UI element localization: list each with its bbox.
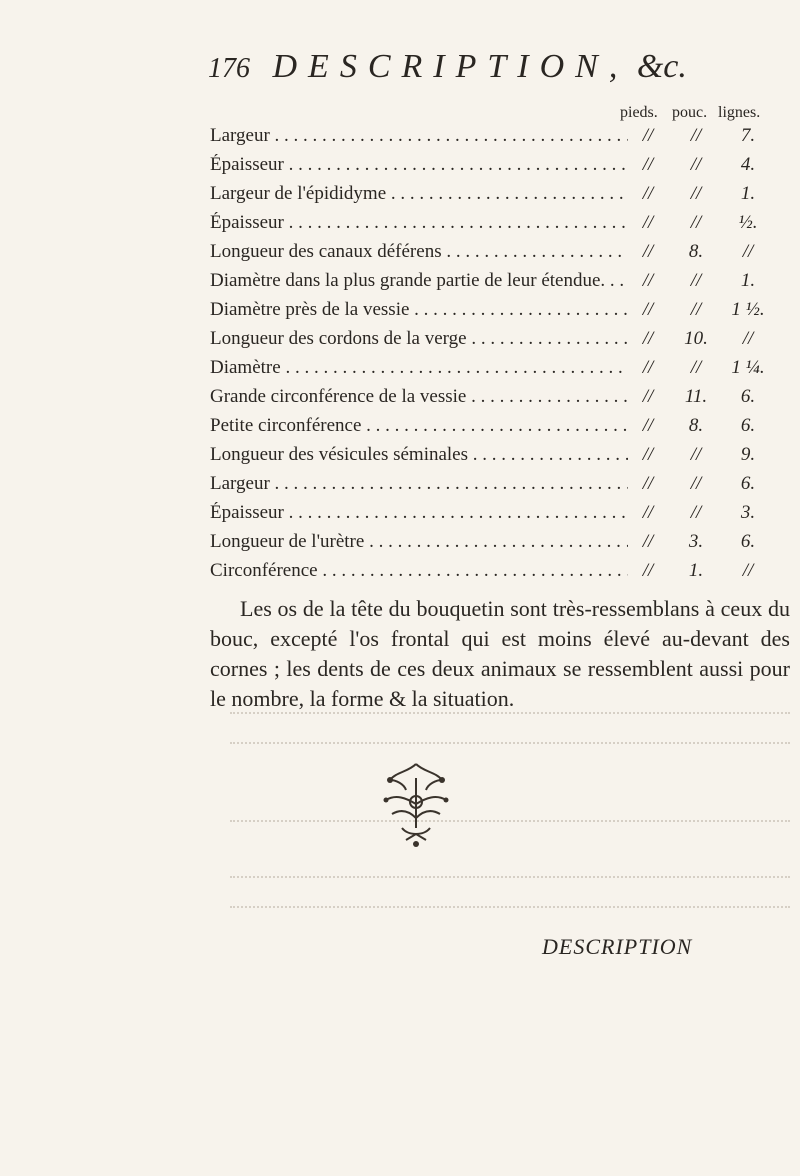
table-row xyxy=(210,473,790,503)
table-row xyxy=(210,183,790,213)
cell-pouces: 8. xyxy=(688,415,704,436)
table-row xyxy=(210,560,790,590)
cell-pouces: // xyxy=(690,125,702,146)
cell-pouces: // xyxy=(690,357,702,378)
fleuron-ornament-icon xyxy=(366,758,466,850)
cell-pieds: // xyxy=(642,299,654,320)
cell-pieds: // xyxy=(642,531,654,552)
cell-pieds: // xyxy=(642,560,654,581)
show-through-dots xyxy=(230,712,790,720)
cell-pouces: // xyxy=(690,270,702,291)
row-label: Longueur des vésicules séminales . . . xyxy=(210,444,628,466)
row-label: Circonférence . . . xyxy=(210,560,628,582)
table-row xyxy=(210,444,790,474)
row-label: Longueur des cordons de la verge . . . xyxy=(210,328,628,350)
cell-lignes: 6. xyxy=(740,473,756,494)
running-title: DESCRIPTION, xyxy=(272,48,629,85)
body-paragraph: Les os de la tête du bouquetin sont très-ressemblans à ceux du bouc, excepté l'os frontal qui est moins élevé au-devant des cornes ; les dents de ces deux animaux se ressemblent aussi pour le nombre, la forme & la situation. xyxy=(210,596,790,711)
cell-pieds: // xyxy=(642,125,654,146)
column-header-lignes: lignes. xyxy=(718,104,761,121)
page-number: 176 xyxy=(208,53,250,84)
cell-pouces: // xyxy=(690,183,702,204)
table-row xyxy=(210,386,790,416)
cell-pieds: // xyxy=(642,444,654,465)
table-row xyxy=(210,270,790,300)
table-row xyxy=(210,299,790,329)
table-row xyxy=(210,328,790,358)
cell-pouces: 3. xyxy=(688,531,704,552)
cell-pieds: // xyxy=(642,473,654,494)
column-header-pieds: pieds. xyxy=(620,104,658,121)
cell-lignes: 7. xyxy=(740,125,756,146)
cell-pouces: 1. xyxy=(688,560,704,581)
cell-lignes: 1. xyxy=(740,183,756,204)
cell-pouces: // xyxy=(690,502,702,523)
row-label: Largeur . . . xyxy=(210,125,628,147)
cell-lignes: 3. xyxy=(740,502,756,523)
cell-pieds: // xyxy=(642,212,654,233)
cell-pouces: // xyxy=(690,473,702,494)
table-row xyxy=(210,212,790,242)
cell-pieds: // xyxy=(642,386,654,407)
table-row xyxy=(210,125,790,155)
cell-pouces: 8. xyxy=(688,241,704,262)
row-label: Épaisseur . . . xyxy=(210,154,628,176)
cell-pieds: // xyxy=(642,154,654,175)
cell-pieds: // xyxy=(642,357,654,378)
show-through-dots xyxy=(230,742,790,750)
row-label: Diamètre . . . xyxy=(210,357,628,379)
cell-lignes: // xyxy=(742,241,754,262)
row-label: Diamètre dans la plus grande partie de leur étendue. . . . xyxy=(210,270,628,292)
cell-lignes: 1. xyxy=(740,270,756,291)
show-through-dots xyxy=(230,876,790,884)
row-label: Petite circonférence . . . xyxy=(210,415,628,437)
table-row xyxy=(210,357,790,387)
show-through-dots xyxy=(230,820,790,828)
cell-lignes: // xyxy=(742,328,754,349)
cell-lignes: 4. xyxy=(740,154,756,175)
cell-lignes: 1 ½. xyxy=(731,299,765,320)
column-header-pouces: pouc. xyxy=(672,104,708,121)
cell-pieds: // xyxy=(642,270,654,291)
cell-lignes: 9. xyxy=(740,444,756,465)
row-label: Longueur de l'urètre . . . xyxy=(210,531,628,553)
row-label: Épaisseur . . . xyxy=(210,502,628,524)
cell-pouces: // xyxy=(690,212,702,233)
cell-lignes: 1 ¼. xyxy=(731,357,765,378)
cell-pieds: // xyxy=(642,241,654,262)
cell-lignes: // xyxy=(742,560,754,581)
cell-pieds: // xyxy=(642,502,654,523)
cell-lignes: 6. xyxy=(740,531,756,552)
cell-pouces: // xyxy=(690,444,702,465)
cell-pouces: 11. xyxy=(684,386,708,407)
running-header xyxy=(208,48,728,98)
row-label: Largeur . . . xyxy=(210,473,628,495)
cell-pieds: // xyxy=(642,183,654,204)
table-row xyxy=(210,531,790,561)
catchword: DESCRIPTION xyxy=(542,934,693,959)
row-label: Longueur des canaux déférens . . . xyxy=(210,241,628,263)
cell-pieds: // xyxy=(642,415,654,436)
row-label: Épaisseur . . . xyxy=(210,212,628,234)
row-label: Grande circonférence de la vessie . . . xyxy=(210,386,628,408)
cell-lignes: ½. xyxy=(738,212,758,233)
row-label: Largeur de l'épididyme . . . xyxy=(210,183,628,205)
show-through-dots xyxy=(230,906,790,914)
table-row xyxy=(210,241,790,271)
table-row xyxy=(210,154,790,184)
cell-pouces: // xyxy=(690,154,702,175)
cell-lignes: 6. xyxy=(740,415,756,436)
running-title-etc: &c. xyxy=(636,48,687,85)
cell-lignes: 6. xyxy=(740,386,756,407)
cell-pouces: // xyxy=(690,299,702,320)
row-label: Diamètre près de la vessie . . . xyxy=(210,299,628,321)
table-row xyxy=(210,415,790,445)
cell-pieds: // xyxy=(642,328,654,349)
table-row xyxy=(210,502,790,532)
cell-pouces: 10. xyxy=(684,328,708,349)
